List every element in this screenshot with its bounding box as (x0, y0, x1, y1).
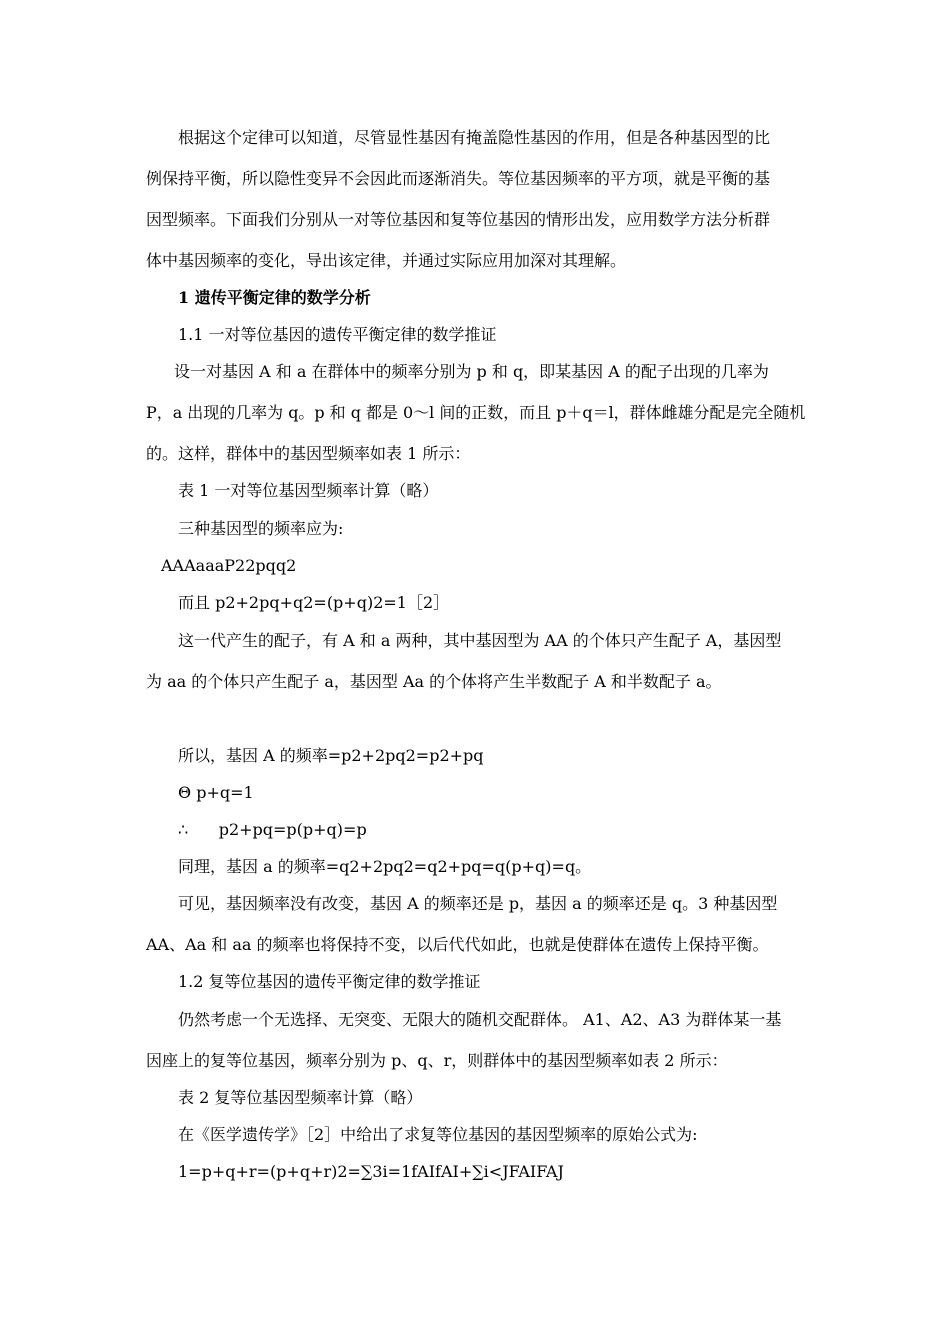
paragraph-line: 设一对基因 A 和 a 在群体中的频率分别为 p 和 q，即某基因 A 的配子出现的几率为 (174, 362, 769, 381)
paragraph-line: 体中基因频率的变化，导出该定律，并通过实际应用加深对其理解。 (146, 251, 627, 270)
paragraph-line: P，a 出现的几率为 q。p 和 q 都是 0～l 间的正数，而且 p＋q＝l，群体雌雄分配是完全随机 (146, 403, 806, 422)
paragraph-line: 在《医学遗传学》［2］中给出了求复等位基因的基因型频率的原始公式为: (178, 1125, 698, 1144)
subsection-heading: 1.1 一对等位基因的遗传平衡定律的数学推证 (178, 325, 497, 344)
paragraph-line: 例保持平衡，所以隐性变异不会因此而逐渐消失。等位基因频率的平方项，就是平衡的基 (146, 169, 771, 188)
paragraph-line: 可见，基因频率没有改变，基因 A 的频率还是 p，基因 a 的频率还是 q。3 种基因型 (178, 894, 778, 913)
paragraph-line: 因座上的复等位基因，频率分别为 p、q、r，则群体中的基因型频率如表 2 所示： (146, 1051, 728, 1070)
section-heading: 1 遗传平衡定律的数学分析 (178, 288, 371, 307)
table-caption: 表 1 一对等位基因型频率计算（略） (178, 481, 439, 500)
paragraph-line: 根据这个定律可以知道，尽管显性基因有掩盖隐性基因的作用，但是各种基因型的比 (178, 128, 771, 147)
formula-line: 所以，基因 A 的频率=p2+2pq2=p2+pq (178, 746, 484, 765)
subsection-heading: 1.2 复等位基因的遗传平衡定律的数学推证 (178, 972, 481, 991)
formula-line: 1=p+q+r=(p+q+r)2=∑3i=1fAIfAI+∑i<JFAIFAJ (178, 1162, 564, 1181)
paragraph-line: 三种基因型的频率应为: (178, 519, 344, 538)
formula-line: ∴ p2+pq=p(p+q)=p (178, 820, 367, 839)
paragraph-line: 这一代产生的配子，有 A 和 a 两种，其中基因型为 AA 的个体只产生配子 A，基因型 (178, 631, 782, 650)
formula-line: AAAaaaP22pqq2 (161, 556, 297, 575)
formula-line: 同理，基因 a 的频率=q2+2pq2=q2+pq=q(p+q)=q。 (178, 857, 592, 876)
table-caption: 表 2 复等位基因型频率计算（略） (178, 1088, 423, 1107)
paragraph-line: 因型频率。下面我们分别从一对等位基因和复等位基因的情形出发，应用数学方法分析群 (146, 210, 771, 229)
paragraph-line: AA、Aa 和 aa 的频率也将保持不变，以后代代如此，也就是使群体在遗传上保持平衡。 (146, 935, 769, 954)
paragraph-line: 为 aa 的个体只产生配子 a，基因型 Aa 的个体将产生半数配子 A 和半数配子 a。 (146, 672, 722, 691)
formula-line: 而且 p2+2pq+q2=(p+q)2=1［2］ (178, 593, 450, 612)
paragraph-line: 仍然考虑一个无选择、无突变、无限大的随机交配群体。 A1、A2、A3 为群体某一基 (178, 1010, 782, 1029)
paragraph-line: 的。这样，群体中的基因型频率如表 1 所示： (146, 444, 471, 463)
formula-line: Θ p+q=1 (178, 783, 254, 802)
